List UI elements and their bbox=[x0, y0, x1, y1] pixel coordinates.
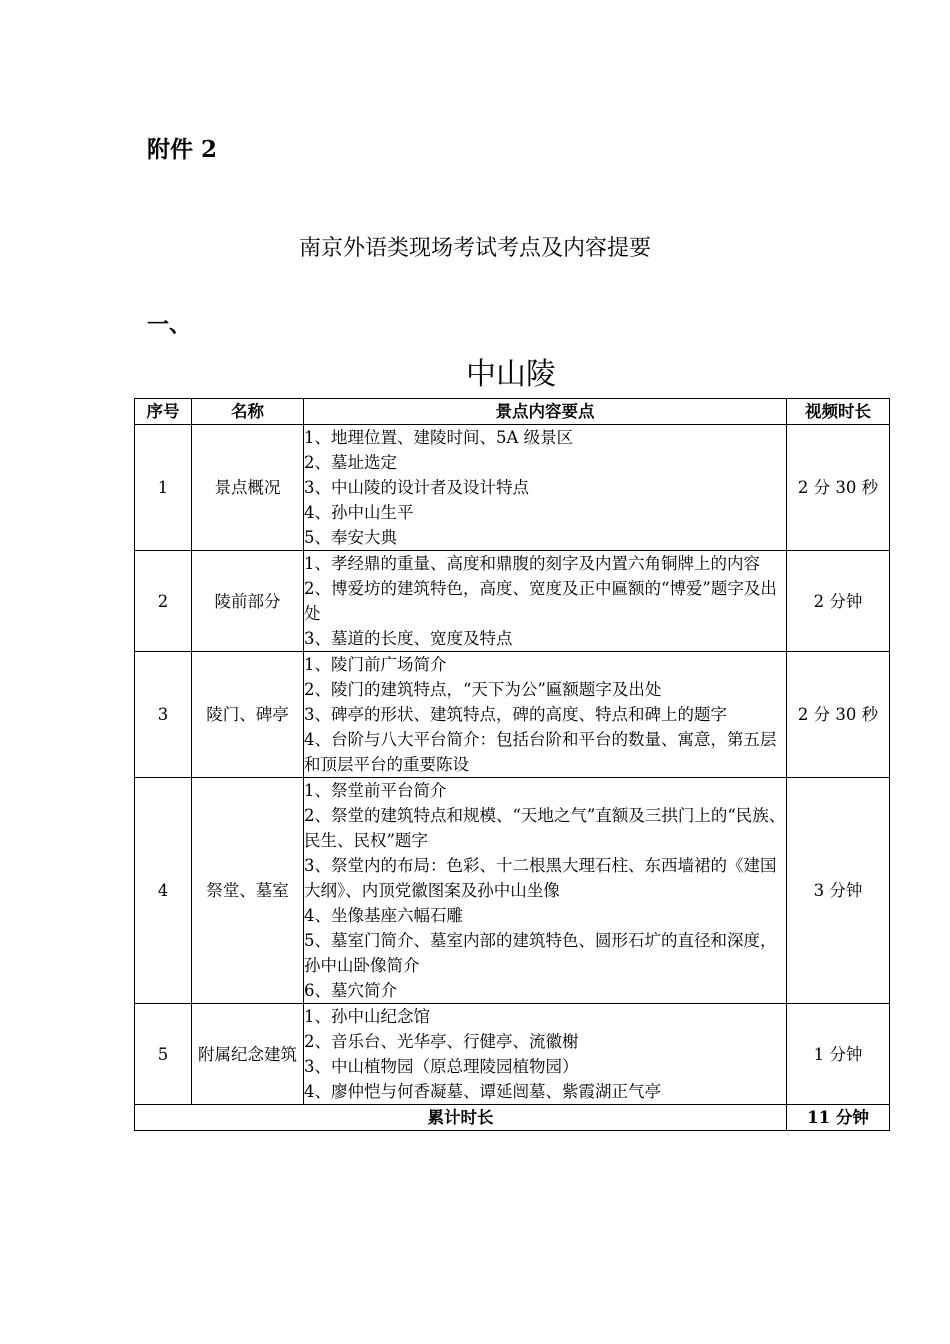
content-point: 4、台阶与八大平台简介：包括台阶和平台的数量、寓意，第五层和顶层平台的重要陈设 bbox=[304, 730, 777, 774]
content-points bbox=[304, 551, 787, 652]
content-points bbox=[304, 652, 787, 778]
spot-name: 陵前部分 bbox=[192, 551, 304, 652]
document-title: 南京外语类现场考试考点及内容提要 bbox=[298, 236, 651, 261]
attachment-label: 附件 2 bbox=[147, 136, 218, 163]
table-row bbox=[135, 425, 890, 551]
content-point: 4、孙中山生平 bbox=[304, 503, 414, 522]
content-point: 1、祭堂前平台简介 bbox=[304, 781, 447, 800]
table-row bbox=[135, 778, 890, 1004]
header-duration: 视频时长 bbox=[787, 399, 890, 425]
content-points bbox=[304, 1004, 787, 1105]
video-duration: 3 分钟 bbox=[787, 778, 890, 1004]
content-point: 5、奉安大典 bbox=[304, 528, 397, 547]
header-num: 序号 bbox=[135, 399, 192, 425]
content-point: 3、墓道的长度、宽度及特点 bbox=[304, 629, 513, 648]
spot-name: 景点概况 bbox=[192, 425, 304, 551]
video-duration: 1 分钟 bbox=[787, 1004, 890, 1105]
scenic-spots-table bbox=[134, 398, 890, 1131]
content-points bbox=[304, 425, 787, 551]
table-row bbox=[135, 652, 890, 778]
content-point: 3、祭堂内的布局：色彩、十二根黑大理石柱、东西墙裙的《建国大纲》、内顶党徽图案及孙中山坐像 bbox=[304, 856, 777, 900]
content-point: 2、博爱坊的建筑特色，高度、宽度及正中匾额的“博爱”题字及出处 bbox=[304, 579, 777, 623]
row-number: 5 bbox=[135, 1004, 192, 1105]
content-point: 3、中山植物园（原总理陵园植物园） bbox=[304, 1057, 579, 1076]
content-point: 1、孝经鼎的重量、高度和鼎腹的刻字及内置六角铜牌上的内容 bbox=[304, 554, 760, 573]
row-number: 1 bbox=[135, 425, 192, 551]
row-number: 4 bbox=[135, 778, 192, 1004]
content-point: 2、祭堂的建筑特点和规模、“天地之气”直额及三拱门上的“民族、民生、民权”题字 bbox=[304, 806, 786, 850]
header-points: 景点内容要点 bbox=[304, 399, 787, 425]
content-point: 6、墓穴简介 bbox=[304, 981, 397, 1000]
section-number: 一、 bbox=[147, 312, 192, 338]
video-duration: 2 分 30 秒 bbox=[787, 652, 890, 778]
spot-name: 附属纪念建筑 bbox=[192, 1004, 304, 1105]
total-label: 累计时长 bbox=[135, 1105, 787, 1131]
video-duration: 2 分钟 bbox=[787, 551, 890, 652]
spot-name: 祭堂、墓室 bbox=[192, 778, 304, 1004]
content-point: 1、陵门前广场简介 bbox=[304, 655, 447, 674]
table-row bbox=[135, 1004, 890, 1105]
spot-name: 陵门、碑亭 bbox=[192, 652, 304, 778]
content-point: 4、廖仲恺与何香凝墓、谭延闿墓、紫霞湖正气亭 bbox=[304, 1082, 661, 1101]
content-point: 2、陵门的建筑特点，“天下为公”匾额题字及出处 bbox=[304, 680, 662, 699]
table-title: 中山陵 bbox=[466, 357, 556, 392]
header-name: 名称 bbox=[192, 399, 304, 425]
row-number: 2 bbox=[135, 551, 192, 652]
total-row bbox=[135, 1105, 890, 1131]
content-point: 4、坐像基座六幅石雕 bbox=[304, 906, 463, 925]
content-point: 2、墓址选定 bbox=[304, 453, 397, 472]
table-header-row bbox=[135, 399, 890, 425]
content-point: 2、音乐台、光华亭、行健亭、流徽榭 bbox=[304, 1032, 579, 1051]
content-point: 3、中山陵的设计者及设计特点 bbox=[304, 478, 529, 497]
row-number: 3 bbox=[135, 652, 192, 778]
video-duration: 2 分 30 秒 bbox=[787, 425, 890, 551]
content-point: 1、地理位置、建陵时间、5A 级景区 bbox=[304, 428, 574, 447]
content-point: 1、孙中山纪念馆 bbox=[304, 1007, 430, 1026]
table-row bbox=[135, 551, 890, 652]
content-point: 3、碑亭的形状、建筑特点，碑的高度、特点和碑上的题字 bbox=[304, 705, 727, 724]
table-body bbox=[135, 425, 890, 1105]
content-point: 5、墓室门简介、墓室内部的建筑特色、圆形石圹的直径和深度，孙中山卧像简介 bbox=[304, 931, 777, 975]
content-points bbox=[304, 778, 787, 1004]
total-value: 11 分钟 bbox=[787, 1105, 890, 1131]
